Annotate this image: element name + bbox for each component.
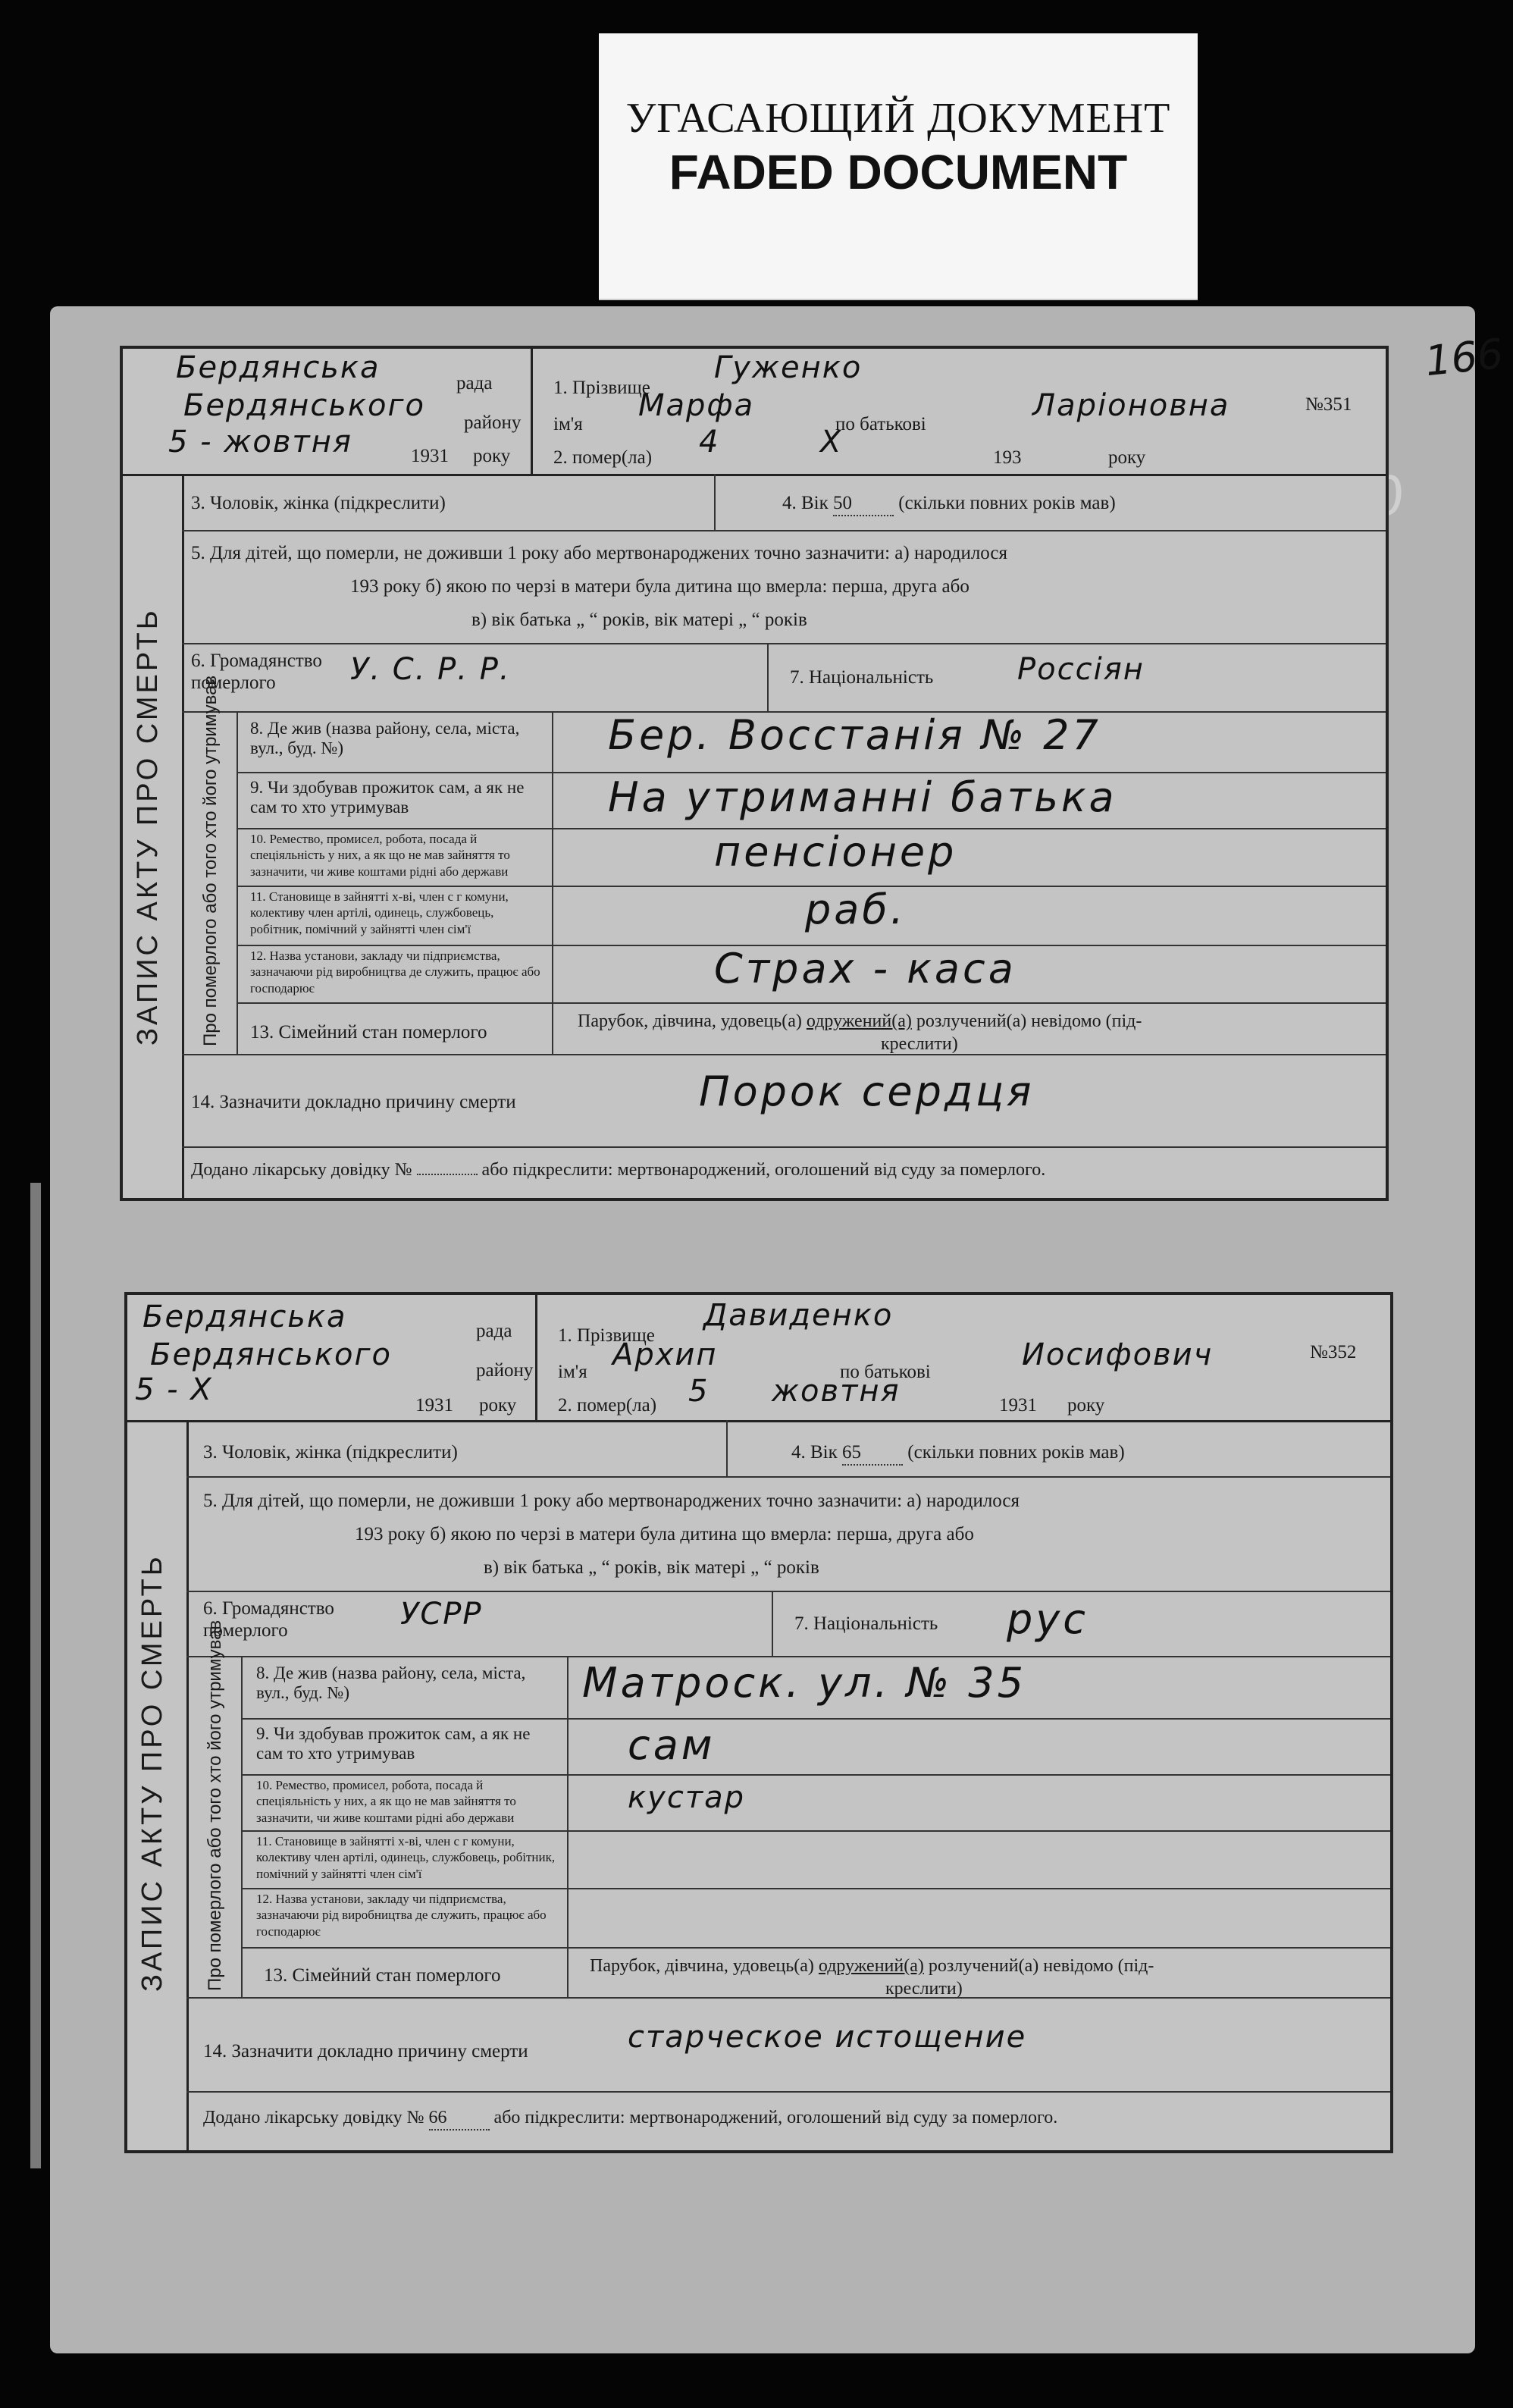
raion-value: Бердянського	[183, 388, 425, 423]
q14-value: Порок сердця	[699, 1068, 1035, 1115]
death-record-form-1	[120, 346, 1389, 1201]
nationality-value: Россіян	[1017, 652, 1145, 687]
divider	[182, 1146, 1386, 1148]
nationality-label: 7. Національність	[794, 1613, 938, 1634]
q10-value: кустар	[628, 1780, 746, 1815]
q13-options: Парубок, дівчина, удовець(а) одружений(а) розлучений(а) невідомо (під-	[590, 1956, 1154, 1976]
divider	[567, 1656, 569, 1997]
rada-value: Бердянська	[176, 350, 381, 385]
footer-note: Додано лікарську довідку № 66 або підкреслити: мертвонароджений, оголошений від суду за померлого.	[203, 2108, 1057, 2131]
year-value: 1931	[415, 1395, 453, 1416]
q14-label: 14. Зазначити докладно причину смерти	[203, 2041, 528, 2062]
q12-value: Страх - каса	[714, 945, 1016, 992]
record-number: №351	[1305, 394, 1352, 415]
divider	[241, 1718, 1390, 1720]
children-line-1: 5. Для дітей, що померли, не доживши 1 року або мертвонароджених точно зазначити: а) народилося	[203, 1491, 1020, 1511]
certificate-number: 66	[429, 2108, 490, 2131]
nationality-label: 7. Національність	[790, 667, 934, 688]
rada-value: Бердянська	[143, 1300, 347, 1334]
q14-label: 14. Зазначити докладно причину смерти	[191, 1092, 516, 1112]
sex-label: 3. Чоловік, жінка (підкреслити)	[203, 1442, 458, 1463]
q11-label: 11. Становище в зайнятті х-ві, член с г комуни, колективу член артілі, одинець, службовець, робітник, помічний у зайнятті член сім'ї	[256, 1834, 556, 1881]
side-deceased-label: Про померлого або того хто його утримував	[200, 675, 221, 1046]
name-value: Архип	[612, 1337, 718, 1372]
footer-note: Додано лікарську довідку № або підкреслити: мертвонароджений, оголошений від суду за померлого.	[191, 1160, 1046, 1180]
divider	[186, 1476, 1390, 1478]
citizenship-value: У. С. Р. Р.	[350, 652, 511, 687]
death-record-form-2	[124, 1292, 1393, 2153]
died-day-value: 4	[699, 425, 720, 459]
divider	[186, 1997, 1390, 1999]
died-rok-label: року	[1108, 447, 1146, 468]
divider	[186, 1591, 1390, 1592]
q8-value: Бер. Восстанія № 27	[608, 711, 1101, 759]
faded-document-label	[599, 33, 1198, 300]
q9-label: 9. Чи здобував прожиток сам, а як не сам то хто утримував	[256, 1724, 531, 1764]
rada-label: рада	[476, 1321, 512, 1341]
divider	[767, 643, 769, 711]
q9-label: 9. Чи здобував прожиток сам, а як не сам то хто утримував	[250, 778, 525, 817]
divider	[714, 474, 716, 530]
year-value: 1931	[411, 446, 449, 466]
folio-number: 166	[1422, 329, 1506, 386]
died-month-value: жовтня	[772, 1374, 901, 1409]
citizenship-label: 6. Громадянство померлого	[191, 651, 322, 693]
rada-label: рада	[456, 373, 493, 393]
divider	[186, 2091, 1390, 2093]
nationality-value: рус	[1007, 1595, 1089, 1643]
label-line-russian: УГАСАЮЩИЙ ДОКУМЕНТ	[625, 95, 1171, 142]
q10-value: пенсіонер	[714, 828, 957, 876]
q10-label: 10. Ремество, промисел, робота, посада й спеціяльність у них, а як що не мав зайняття то зазначити, чи живе коштами рідні або держави	[250, 832, 510, 879]
q10-label: 10. Ремество, промисел, робота, посада й спеціяльність у них, а як що не мав зайняття то зазначити, чи живе коштами рідні або держави	[256, 1778, 516, 1825]
age-label: 4. Вік 65 (скільки повних років мав)	[791, 1442, 1125, 1466]
raion-value: Бердянського	[150, 1337, 392, 1372]
children-line-2: 193 року б) якою по черзі в матери була дитина що вмерла: перша, друга або	[355, 1524, 974, 1544]
side-title: ЗАПИС АКТУ ПРО СМЕРТЬ	[132, 607, 164, 1046]
age-label: 4. Вік 50 (скільки повних років мав)	[782, 493, 1116, 516]
died-rok-label: року	[1067, 1395, 1105, 1416]
sex-label: 3. Чоловік, жінка (підкреслити)	[191, 493, 446, 513]
divider	[772, 1591, 773, 1656]
divider	[241, 1888, 1390, 1889]
children-line-1: 5. Для дітей, що померли, не доживши 1 року або мертвонароджених точно зазначити: а) народилося	[191, 543, 1008, 563]
q12-label: 12. Назва установи, закладу чи підприємства, зазначаючи рід виробництва де служить, працює або господарює	[250, 948, 540, 995]
q13-options: Парубок, дівчина, удовець(а) одружений(а) розлучений(а) невідомо (під-	[578, 1011, 1142, 1031]
year-suffix: року	[473, 446, 511, 466]
died-label: 2. помер(ла)	[558, 1395, 657, 1416]
year-suffix: року	[479, 1395, 517, 1416]
patronymic-value: Ларіоновна	[1032, 388, 1230, 423]
age-value: 65	[842, 1442, 903, 1466]
surname-label: 1. Прізвище	[553, 378, 650, 398]
record-number: №352	[1310, 1342, 1357, 1362]
age-value: 50	[833, 493, 894, 516]
citizenship-label: 6. Громадянство померлого	[203, 1598, 334, 1641]
died-label: 2. помер(ла)	[553, 447, 653, 468]
raion-label: району	[464, 412, 522, 433]
q13-label: 13. Сімейний стан померлого	[264, 1965, 501, 1986]
divider	[241, 1656, 243, 1997]
q8-value: Матроск. ул. № 35	[582, 1659, 1026, 1707]
q13-label: 13. Сімейний стан померлого	[250, 1022, 487, 1043]
divider	[241, 1830, 1390, 1832]
q11-label: 11. Становище в зайнятті х-ві, член с г комуни, колективу член артілі, одинець, службовець, робітник, помічний у зайнятті член сім'ї	[250, 889, 509, 936]
page-edge	[30, 1183, 41, 2168]
children-line-3: в) вік батька „ “ років, вік матері „ “ років	[471, 610, 807, 630]
name-value: Марфа	[638, 388, 755, 423]
died-year-value: 1931	[999, 1395, 1037, 1416]
q14-value: старческое истощение	[628, 2020, 1027, 2055]
q13-options-cont: креслити)	[885, 1979, 963, 1999]
died-month-value: X	[820, 425, 843, 459]
divider	[186, 1656, 1390, 1657]
q8-label: 8. Де жив (назва району, села, міста, вул., буд. №)	[250, 719, 520, 758]
patronymic-value: Иосифович	[1022, 1337, 1214, 1372]
citizenship-value: УСРР	[400, 1597, 483, 1632]
q11-value: раб.	[805, 886, 907, 933]
patronymic-label: по батькові	[840, 1362, 931, 1382]
side-title: ЗАПИС АКТУ ПРО СМЕРТЬ	[136, 1554, 168, 1992]
label-line-english: FADED DOCUMENT	[669, 145, 1128, 199]
divider	[535, 1295, 537, 1420]
q13-options-cont: креслити)	[881, 1034, 958, 1054]
divider	[531, 349, 533, 474]
date-value: 5 - жовтня	[168, 425, 352, 459]
divider	[182, 530, 1386, 531]
patronymic-label: по батькові	[835, 414, 926, 434]
q12-label: 12. Назва установи, закладу чи підприємства, зазначаючи рід виробництва де служить, працює або господарює	[256, 1892, 547, 1939]
surname-value: Гуженко	[714, 350, 863, 385]
divider	[182, 1054, 1386, 1055]
q8-label: 8. Де жив (назва району, села, міста, вул., буд. №)	[256, 1663, 526, 1703]
q9-value: На утриманні батька	[608, 773, 1117, 821]
name-label: ім'я	[553, 414, 583, 434]
raion-label: району	[476, 1360, 534, 1381]
divider	[237, 1002, 1386, 1004]
divider	[726, 1420, 728, 1476]
divider	[182, 643, 1386, 644]
died-day-value: 5	[688, 1374, 710, 1409]
name-label: ім'я	[558, 1362, 587, 1382]
divider	[241, 1947, 1390, 1949]
divider	[241, 1774, 1390, 1776]
died-year-label: 193	[993, 447, 1022, 468]
side-deceased-label: Про померлого або того хто його утримував	[205, 1619, 225, 1991]
surname-label: 1. Прізвище	[558, 1325, 655, 1346]
date-value: 5 - Х	[135, 1372, 213, 1407]
surname-value: Давиденко	[703, 1298, 894, 1333]
children-line-2: 193 року б) якою по черзі в матери була дитина що вмерла: перша, друга або	[350, 576, 970, 597]
q9-value: сам	[628, 1721, 716, 1769]
children-line-3: в) вік батька „ “ років, вік матері „ “ років	[484, 1557, 819, 1578]
